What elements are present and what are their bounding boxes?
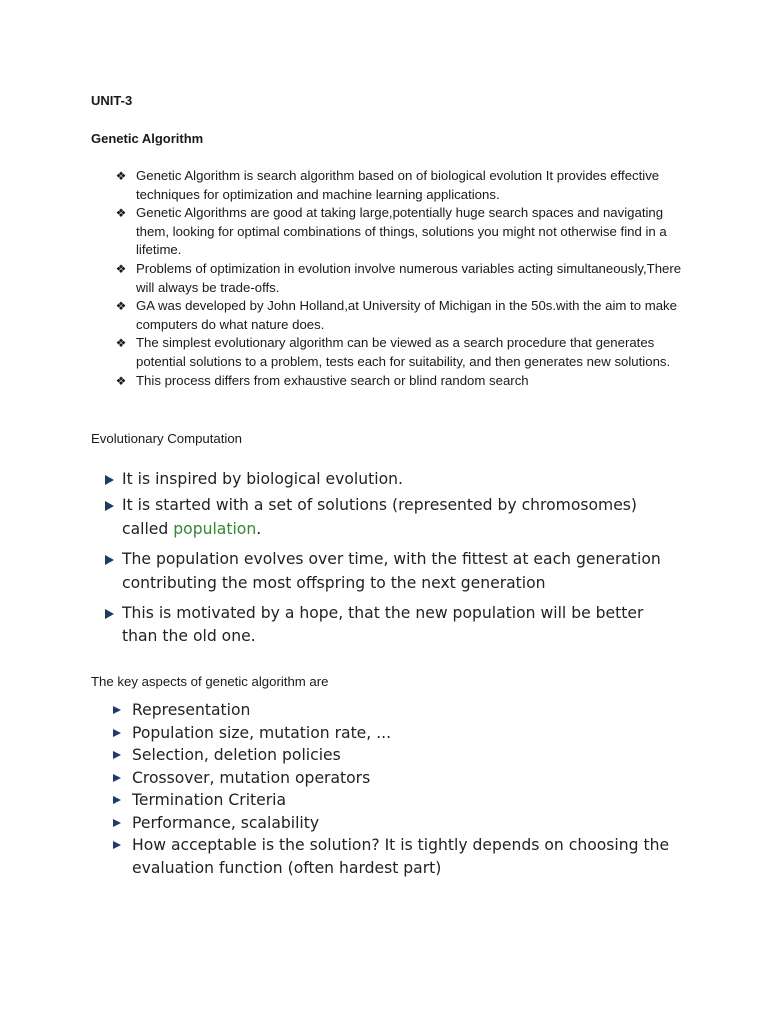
list-item-text: This is motivated by a hope, that the new population will be better than the old one. <box>122 604 644 646</box>
key-aspects-heading: The key aspects of genetic algorithm are <box>91 674 329 689</box>
evolutionary-computation-list <box>104 468 664 652</box>
list-item-text: GA was developed by John Holland,at University of Michigan in the 50s.with the aim to make computers do what nature does. <box>136 298 677 332</box>
list-item <box>113 699 673 722</box>
triangle-bullet-icon <box>113 841 121 849</box>
list-item <box>114 167 694 204</box>
list-item <box>114 334 694 371</box>
list-item-text: How acceptable is the solution? It is tightly depends on choosing the evaluation function (often hardest part) <box>132 836 670 877</box>
triangle-bullet-icon <box>113 729 121 737</box>
list-item-text: Performance, scalability <box>132 813 320 832</box>
list-item-text: Problems of optimization in evolution involve numerous variables acting simultaneously,There will always be trade-offs. <box>136 260 682 295</box>
key-aspects-list <box>113 699 673 879</box>
list-item-text-end: . <box>256 519 262 538</box>
list-item-text: The simplest evolutionary algorithm can be viewed as a search procedure that generates potential solutions to a problem, tests each for suitability, and then generates new solutions. <box>136 335 671 369</box>
list-item <box>104 602 664 649</box>
list-item <box>114 260 694 297</box>
diamond-bullet-icon: ❖ <box>115 299 127 314</box>
list-item <box>113 722 673 745</box>
list-item-text: It is started with a set of solutions (represented by chromosomes) called <box>122 496 638 538</box>
list-item <box>113 812 673 835</box>
intro-bullet-list <box>114 167 694 390</box>
section-title: Genetic Algorithm <box>91 131 204 146</box>
triangle-bullet-icon <box>113 796 121 804</box>
list-item-text: Crossover, mutation operators <box>132 768 371 787</box>
triangle-bullet-icon <box>113 706 121 714</box>
diamond-bullet-icon: ❖ <box>115 206 127 221</box>
list-item-text: This process differs from exhaustive search or blind random search <box>136 372 529 388</box>
list-item-text: Representation <box>132 701 251 719</box>
list-item <box>113 744 673 767</box>
triangle-bullet-icon <box>105 555 114 565</box>
diamond-bullet-icon: ❖ <box>115 336 127 351</box>
list-item <box>114 372 694 391</box>
triangle-bullet-icon <box>113 751 121 759</box>
diamond-bullet-icon: ❖ <box>115 169 127 183</box>
list-item <box>114 297 694 334</box>
diamond-bullet-icon: ❖ <box>115 373 127 388</box>
list-item-text: It is inspired by biological evolution. <box>122 470 403 488</box>
triangle-bullet-icon <box>113 819 121 827</box>
list-item <box>114 204 694 260</box>
unit-title: UNIT-3 <box>91 93 133 108</box>
triangle-bullet-icon <box>105 609 114 619</box>
list-item <box>104 468 664 491</box>
population-highlight: population <box>173 519 257 538</box>
list-item <box>113 789 673 812</box>
list-item-text: The population evolves over time, with the fittest at each generation contributing the most offspring to the next generation <box>122 550 661 592</box>
triangle-bullet-icon <box>105 501 114 511</box>
list-item <box>104 494 664 541</box>
list-item <box>113 834 673 879</box>
triangle-bullet-icon <box>105 475 114 485</box>
list-item <box>113 767 673 790</box>
list-item-text: Genetic Algorithm is search algorithm based on of biological evolution It provides effective techniques for optimization and machine learning applications. <box>136 168 660 202</box>
evolutionary-computation-heading: Evolutionary Computation <box>91 431 243 446</box>
list-item-text: Genetic Algorithms are good at taking large,potentially huge search spaces and navigating them, looking for optimal combinations of things, solutions you might not otherwise find in a lifetime. <box>136 205 667 258</box>
list-item <box>104 548 664 595</box>
list-item-text: Termination Criteria <box>132 791 287 809</box>
diamond-bullet-icon: ❖ <box>115 261 127 276</box>
triangle-bullet-icon <box>113 774 121 782</box>
list-item-text: Population size, mutation rate, ... <box>132 723 392 742</box>
list-item-text: Selection, deletion policies <box>132 746 341 764</box>
